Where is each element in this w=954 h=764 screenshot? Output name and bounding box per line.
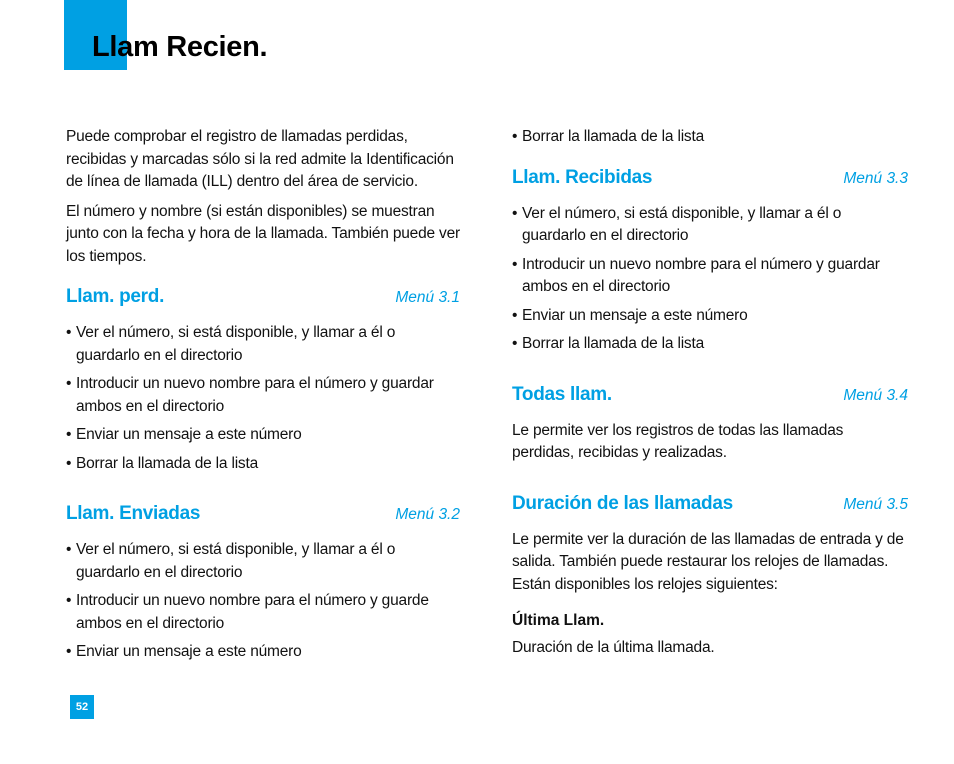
list-item: • Enviar un mensaje a este número	[66, 424, 460, 447]
list-item: • Borrar la llamada de la lista	[66, 453, 460, 476]
list-item: • Introducir un nuevo nombre para el número y guardar ambos en el directorio	[512, 254, 908, 299]
list-item: • Introducir un nuevo nombre para el número y guarde ambos en el directorio	[66, 590, 460, 635]
section-text: Le permite ver los registros de todas las llamadas perdidas, recibidas y realizadas.	[512, 421, 844, 461]
section-header-missed-calls	[66, 286, 460, 308]
bullet-list	[512, 203, 908, 356]
section-text: Le permite ver la duración de las llamadas de entrada y de salida. También puede restaurar los relojes de llamadas. Están disponibles los relojes siguientes:	[512, 530, 904, 593]
menu-reference: Menú 3.5	[843, 495, 908, 513]
section-header-all-calls	[512, 384, 908, 406]
left-column	[66, 126, 460, 670]
menu-reference: Menú 3.1	[395, 289, 460, 306]
section-header-call-duration	[512, 493, 908, 515]
list-item: • Enviar un mensaje a este número	[66, 641, 460, 664]
page-title: Llam Recien.	[92, 31, 268, 63]
list-item: • Borrar la llamada de la lista	[512, 333, 908, 356]
menu-reference: Menú 3.2	[395, 506, 460, 523]
list-item: • Ver el número, si está disponible, y llamar a él o guardarlo en el directorio	[512, 203, 908, 248]
list-item: • Ver el número, si está disponible, y llamar a él o guardarlo en el directorio	[66, 539, 460, 584]
bullet-list	[66, 539, 460, 664]
section-title: Llam. Enviadas	[66, 503, 201, 524]
page-number-badge: 52	[70, 695, 94, 719]
intro-paragraph: Puede comprobar el registro de llamadas perdidas, recibidas y marcadas sólo si la red admite la Identificación de línea de llamada (ILL) dentro del área de servicio.	[66, 128, 454, 190]
subsection-title: Última Llam.	[512, 612, 605, 629]
section-title: Duración de las llamadas	[512, 492, 733, 514]
section-title: Llam. Recibidas	[512, 166, 653, 188]
list-item: • Ver el número, si está disponible, y llamar a él o guardarlo en el directorio	[66, 322, 460, 367]
bullet-list	[66, 322, 460, 475]
intro-paragraph: El número y nombre (si están disponibles) se muestran junto con la fecha y hora de la llamada. También puede ver los tiempos.	[66, 202, 460, 265]
list-item: • Borrar la llamada de la lista	[512, 126, 908, 149]
list-item: • Introducir un nuevo nombre para el número y guardar ambos en el directorio	[66, 373, 460, 418]
bullet-list	[512, 126, 908, 149]
section-title: Llam. perd.	[66, 286, 165, 307]
subsection-text: Duración de la última llamada.	[512, 639, 715, 656]
section-title: Todas llam.	[512, 383, 612, 405]
section-header-received-calls	[512, 167, 908, 189]
right-column	[512, 126, 908, 660]
menu-reference: Menú 3.4	[843, 386, 908, 404]
menu-reference: Menú 3.3	[843, 169, 908, 187]
section-header-sent-calls	[66, 503, 460, 525]
list-item: • Enviar un mensaje a este número	[512, 305, 908, 328]
